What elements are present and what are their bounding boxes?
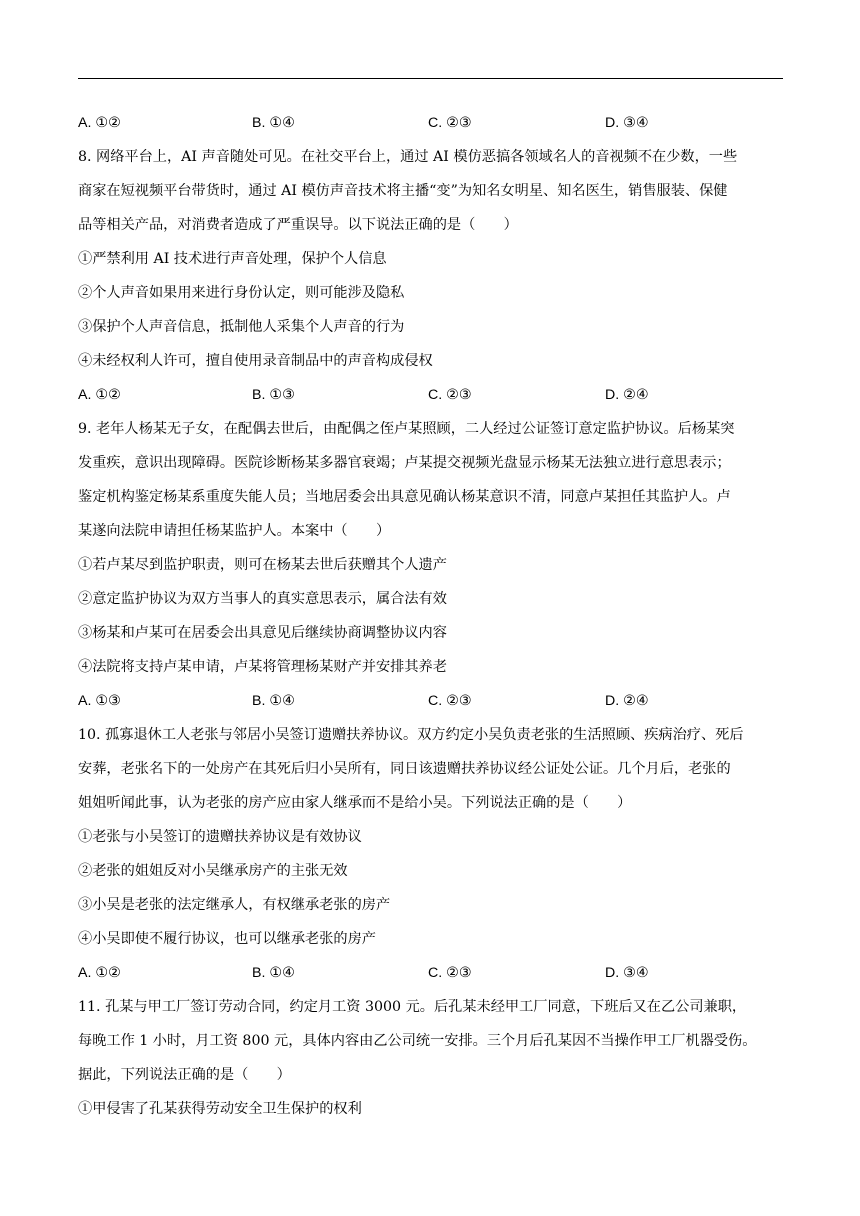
option-c: C. ②③: [428, 693, 472, 709]
question-stem-line: 每晚工作 1 小时，月工资 800 元，具体内容由乙公司统一安排。三个月后孔某因不当操作甲工厂机器受伤。: [78, 1033, 757, 1049]
question-stem-line: 鉴定机构鉴定杨某系重度失能人员；当地居委会出具意见确认杨某意识不清，同意卢某担任其监护人。卢: [78, 489, 731, 505]
q7-options: [78, 106, 783, 140]
statement-3: ③保护个人声音信息，抵制他人采集个人声音的行为: [78, 319, 405, 335]
option-a: A. ①③: [78, 693, 121, 709]
option-b: B. ①④: [252, 965, 295, 981]
statement-1: ①若卢某尽到监护职责，则可在杨某去世后获赠其个人遗产: [78, 557, 447, 573]
question-stem-line: 据此，下列说法正确的是（ ）: [78, 1067, 291, 1083]
question-11: [78, 990, 783, 1126]
question-stem-line: 10. 孤寡退休工人老张与邻居小吴签订遗赠扶养协议。双方约定小吴负责老张的生活照顾、疾病治疗、死后: [78, 727, 744, 743]
option-d: D. ②④: [605, 387, 649, 403]
question-stem-line: 姐姐听闻此事，认为老张的房产应由家人继承而不是给小吴。下列说法正确的是（ ）: [78, 795, 632, 811]
question-8: [78, 140, 783, 412]
option-d: D. ②④: [605, 693, 649, 709]
statement-2: ②老张的姐姐反对小吴继承房产的主张无效: [78, 863, 348, 879]
q10-options: [78, 956, 783, 990]
statement-4: ④小吴即使不履行协议，也可以继承老张的房产: [78, 931, 376, 947]
option-c: C. ②③: [428, 115, 472, 131]
option-b: B. ①③: [252, 387, 295, 403]
option-c: C. ②③: [428, 965, 472, 981]
statement-3: ③小吴是老张的法定继承人，有权继承老张的房产: [78, 897, 391, 913]
header-rule: [78, 78, 783, 79]
option-b: B. ①④: [252, 693, 295, 709]
option-d: D. ③④: [605, 965, 649, 981]
question-stem-line: 安葬，老张名下的一处房产在其死后归小吴所有，同日该遗赠扶养协议经公证处公证。几个月后，老张的: [78, 761, 731, 777]
option-a: A. ①②: [78, 965, 121, 981]
statement-4: ④未经权利人许可，擅自使用录音制品中的声音构成侵权: [78, 353, 433, 369]
question-stem-line: 商家在短视频平台带货时，通过 AI 模仿声音技术将主播“变”为知名女明星、知名医生，销售服装、保健: [78, 183, 728, 199]
statement-1: ①甲侵害了孔某获得劳动安全卫生保护的权利: [78, 1101, 362, 1117]
question-stem-line: 发重疾，意识出现障碍。医院诊断杨某多器官衰竭；卢某提交视频光盘显示杨某无法独立进行意思表示；: [78, 455, 731, 471]
statement-4: ④法院将支持卢某申请，卢某将管理杨某财产并安排其养老: [78, 659, 447, 675]
question-stem-line: 某遂向法院申请担任杨某监护人。本案中（ ）: [78, 523, 391, 539]
statement-3: ③杨某和卢某可在居委会出具意见后继续协商调整协议内容: [78, 625, 447, 641]
question-stem-line: 11. 孔某与甲工厂签订劳动合同，约定月工资 3000 元。后孔某未经甲工厂同意，下班后又在乙公司兼职，: [78, 999, 747, 1015]
option-a: A. ①②: [78, 115, 121, 131]
option-d: D. ③④: [605, 115, 649, 131]
option-c: C. ②③: [428, 387, 472, 403]
statement-1: ①老张与小吴签订的遗赠扶养协议是有效协议: [78, 829, 362, 845]
statement-2: ②个人声音如果用来进行身份认定，则可能涉及隐私: [78, 285, 405, 301]
exam-page-content: [78, 106, 783, 1126]
option-a: A. ①②: [78, 387, 121, 403]
question-stem-line: 9. 老年人杨某无子女，在配偶去世后，由配偶之侄卢某照顾，二人经过公证签订意定监护协议。后杨某突: [78, 421, 735, 437]
question-stem-line: 8. 网络平台上，AI 声音随处可见。在社交平台上，通过 AI 模仿恶搞各领域名人的音视频不在少数，一些: [78, 149, 738, 165]
q9-options: [78, 684, 783, 718]
q8-options: [78, 378, 783, 412]
question-10: [78, 718, 783, 990]
statement-2: ②意定监护协议为双方当事人的真实意思表示，属合法有效: [78, 591, 447, 607]
question-stem-line: 品等相关产品，对消费者造成了严重误导。以下说法正确的是（ ）: [78, 217, 518, 233]
option-b: B. ①④: [252, 115, 295, 131]
question-9: [78, 412, 783, 718]
statement-1: ①严禁利用 AI 技术进行声音处理，保护个人信息: [78, 251, 387, 267]
